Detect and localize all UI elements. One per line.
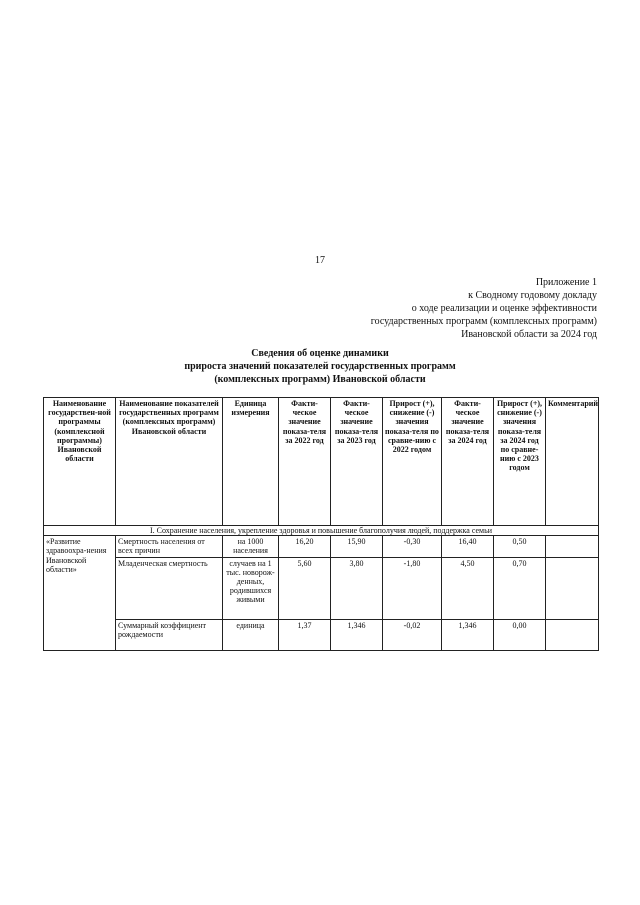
- page-number: 17: [315, 255, 325, 266]
- change-2023-cell: -0,30: [383, 536, 442, 557]
- change-2024-cell: 0,70: [494, 557, 546, 619]
- value-2023-cell: 15,90: [331, 536, 383, 557]
- header-cell: Факти-ческое значение показа-теля за 2023 год: [331, 398, 383, 526]
- title-line: (комплексных программ) Ивановской области: [214, 374, 426, 385]
- change-2024-cell: 0,50: [494, 536, 546, 557]
- appendix-line: о ходе реализации и оценке эффективности: [411, 303, 597, 314]
- indicator-cell: Смертность населения от всех причин: [116, 536, 223, 557]
- value-2023-cell: 3,80: [331, 557, 383, 619]
- title-line: Сведения об оценке динамики: [251, 348, 389, 359]
- appendix-note: [371, 276, 597, 341]
- header-cell: Прирост (+), снижение (-) значения показа-теля по сравне-нию с 2022 годом: [383, 398, 442, 526]
- value-2022-cell: 5,60: [279, 557, 331, 619]
- header-cell: Наименование государствен-ной программы (комплексной программы) Ивановской области: [44, 398, 116, 526]
- change-2024-cell: 0,00: [494, 619, 546, 650]
- value-2022-cell: 1,37: [279, 619, 331, 650]
- change-2023-cell: -0,02: [383, 619, 442, 650]
- unit-cell: единица: [223, 619, 279, 650]
- indicator-cell: Младенческая смертность: [116, 557, 223, 619]
- unit-cell: случаев на 1 тыс. новорож-денных, родившихся живыми: [223, 557, 279, 619]
- unit-cell: на 1000 населения: [223, 536, 279, 557]
- header-cell: Единица измерения: [223, 398, 279, 526]
- indicator-cell: Суммарный коэффициент рождаемости: [116, 619, 223, 650]
- table-header-row: [44, 398, 599, 526]
- appendix-line: к Сводному годовому докладу: [468, 290, 597, 301]
- header-cell: Наименование показателей государственных программ (комплексных программ) Ивановской области: [116, 398, 223, 526]
- comment-cell: [546, 557, 599, 619]
- indicators-table: [43, 397, 599, 651]
- appendix-line: Ивановской области за 2024 год: [461, 329, 597, 340]
- header-cell: Прирост (+), снижение (-) значения показа-теля за 2024 год по сравне-нию с 2023 годом: [494, 398, 546, 526]
- value-2024-cell: 16,40: [442, 536, 494, 557]
- comment-cell: [546, 619, 599, 650]
- header-cell: Факти-ческое значение показа-теля за 2022 год: [279, 398, 331, 526]
- header-cell: Комментарий: [546, 398, 599, 526]
- value-2022-cell: 16,20: [279, 536, 331, 557]
- appendix-line: государственных программ (комплексных программ): [370, 316, 597, 327]
- header-cell: Факти-ческое значение показа-теля за 2024 год: [442, 398, 494, 526]
- appendix-line: Приложение 1: [535, 277, 597, 288]
- section-row: [44, 526, 599, 536]
- table-row: [44, 536, 599, 557]
- change-2023-cell: -1,80: [383, 557, 442, 619]
- program-name: «Развитие здравоохра-нения Ивановской области»: [44, 536, 116, 650]
- value-2024-cell: 1,346: [442, 619, 494, 650]
- title-line: прироста значений показателей государственных программ: [184, 361, 456, 372]
- document-title: [0, 347, 640, 386]
- table-row: [44, 557, 599, 619]
- table-row: [44, 619, 599, 650]
- section-title: I. Сохранение населения, укрепление здоровья и повышение благополучия людей, поддержка семьи: [44, 526, 599, 536]
- value-2023-cell: 1,346: [331, 619, 383, 650]
- comment-cell: [546, 536, 599, 557]
- value-2024-cell: 4,50: [442, 557, 494, 619]
